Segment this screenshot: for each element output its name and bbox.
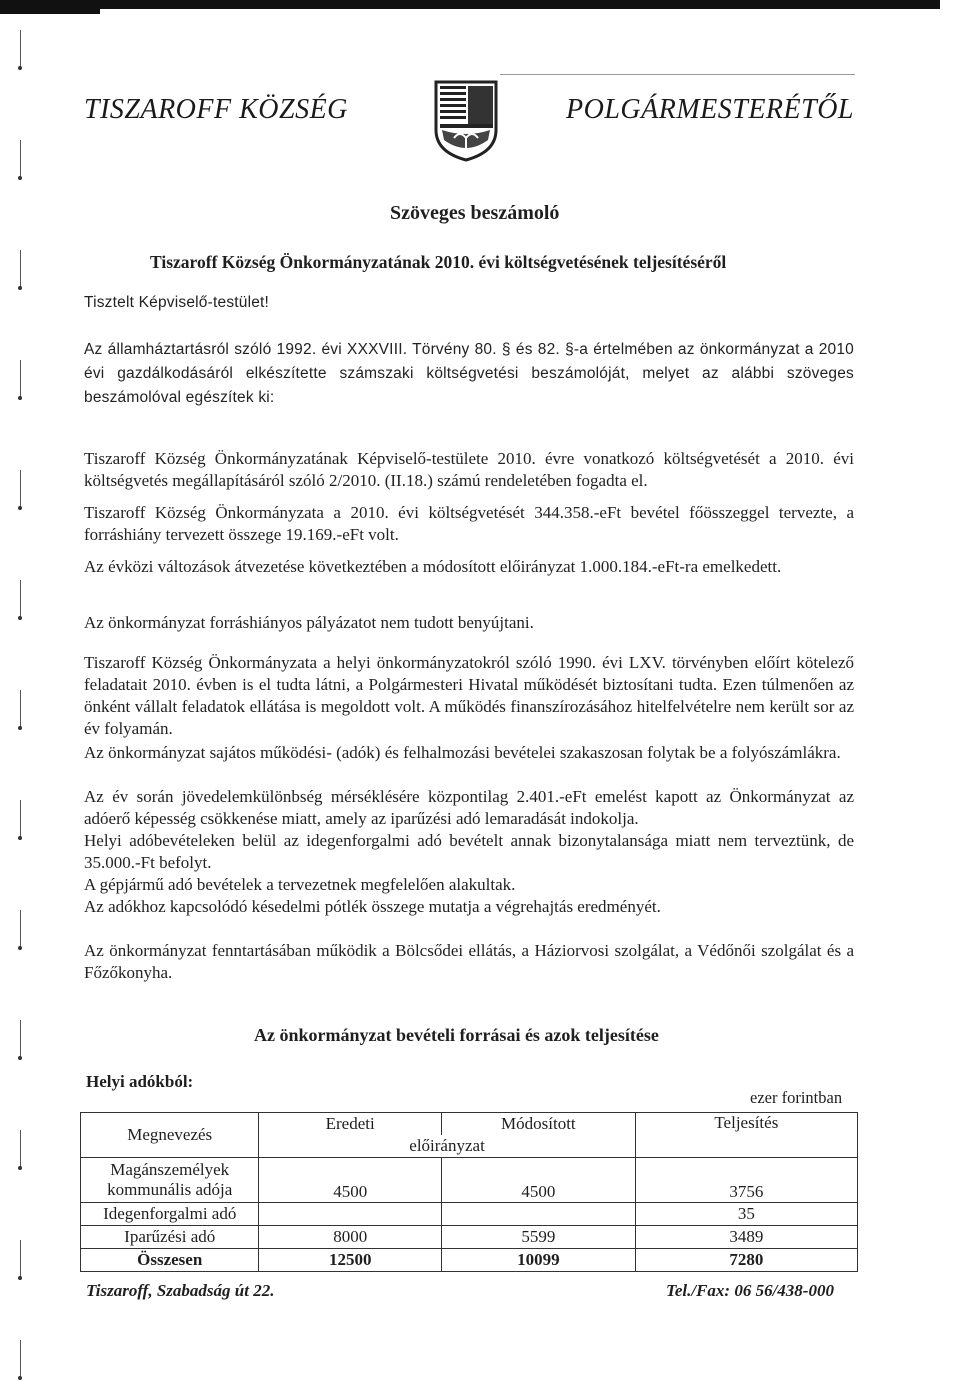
paragraph-revenues: Az önkormányzat sajátos működési- (adók) és felhalmozási bevételei szakaszosan folytak be a folyószámlákra. <box>84 743 841 762</box>
table-row <box>81 1203 858 1226</box>
table-cell: 4500 <box>259 1158 442 1203</box>
table-cell: 4500 <box>441 1158 635 1203</box>
edge-mark <box>6 1130 21 1170</box>
table-cell: 12500 <box>259 1249 442 1272</box>
paragraph-amended-budget: Az évközi változások átvezetése következtében a módosított előirányzat 1.000.184.-eFt-ra emelkedett. <box>84 557 782 576</box>
table-cell <box>441 1203 635 1226</box>
edge-mark <box>6 800 21 840</box>
paragraph-budget-plan: Tiszaroff Község Önkormányzata a 2010. évi költségvetését 344.358.-eFt bevétel főösszeggel tervezte, a forráshiány tervezett összege 19.169.-eFt volt. <box>84 503 854 544</box>
header-cell: Módosított <box>441 1113 635 1136</box>
document-subtitle: Tiszaroff Község Önkormányzatának 2010. évi költségvetésének teljesítéséről <box>150 252 727 272</box>
table-cell: 10099 <box>441 1249 635 1272</box>
table-cell: 35 <box>635 1203 857 1226</box>
paragraph-late-fees: Az adókhoz kapcsolódó késedelmi pótlék összege mutatja a végrehajtás eredményét. <box>84 897 661 916</box>
local-taxes-table <box>80 1112 858 1272</box>
table-cell: 3756 <box>635 1158 857 1203</box>
edge-mark <box>6 30 21 70</box>
edge-mark <box>6 140 21 180</box>
edge-mark <box>6 910 21 950</box>
table-row <box>81 1158 858 1203</box>
edge-mark <box>6 250 21 290</box>
footer-address: Tiszaroff, Szabadság út 22. <box>86 1281 275 1300</box>
salutation: Tisztelt Képviselő-testület! <box>84 294 270 311</box>
table-total-row <box>81 1249 858 1272</box>
header-cell: Eredeti <box>259 1113 442 1136</box>
table-cell: Idegenforgalmi adó <box>81 1203 259 1226</box>
header-cell: Megnevezés <box>81 1113 259 1158</box>
footer-phone: Tel./Fax: 06 56/438-000 <box>666 1281 834 1300</box>
edge-mark <box>6 360 21 400</box>
edge-mark <box>6 1240 21 1280</box>
header-cell: előirányzat <box>259 1135 635 1158</box>
intro-paragraph: Az államháztartásról szóló 1992. évi XXXVIII. Törvény 80. § és 82. §-a értelmében az önkormányzat a 2010 évi gazdálkodásáról elkészítette számszaki költségvetési beszámolóját, melyet az alábbi szöveges beszámolóval egészítek ki: <box>84 341 854 406</box>
table-cell: 5599 <box>441 1226 635 1249</box>
paragraph-tourist-tax: Helyi adóbevételeken belül az idegenforgalmi adó bevételt annak bizonytalansága miatt nem terveztünk, de 35.000.-Ft befolyt. <box>84 831 854 872</box>
table-cell: 7280 <box>635 1249 857 1272</box>
paragraph-vehicle-tax: A gépjármű adó bevételek a tervezetnek megfelelően alakultak. <box>84 875 516 894</box>
local-taxes-label: Helyi adókból: <box>86 1072 194 1091</box>
table-row <box>81 1226 858 1249</box>
paragraph-institutions: Az önkormányzat fenntartásában működik a Bölcsődei ellátás, a Háziorvosi szolgálat, a Védőnői szolgálat és a Főzőkonyha. <box>84 941 854 982</box>
table-cell: 3489 <box>635 1226 857 1249</box>
edge-mark <box>6 470 21 510</box>
section-title: Az önkormányzat bevételi forrásai és azok teljesítése <box>254 1025 659 1045</box>
header-municipality: TISZAROFF KÖZSÉG <box>84 94 348 125</box>
paragraph-tender: Az önkormányzat forráshiányos pályázatot nem tudott benyújtani. <box>84 613 534 632</box>
scan-top-border <box>0 0 940 9</box>
scan-top-corner <box>0 0 100 14</box>
header-rule <box>500 74 855 75</box>
edge-mark <box>6 1340 21 1380</box>
table-cell: 8000 <box>259 1226 442 1249</box>
table-cell: Magánszemélyek kommunális adója <box>81 1158 259 1203</box>
unit-label: ezer forintban <box>750 1088 843 1107</box>
edge-mark <box>6 580 21 620</box>
table-header-row <box>81 1113 858 1136</box>
paragraph-mandatory-tasks: Tiszaroff Község Önkormányzata a helyi önkormányzatokról szóló 1990. évi LXV. törvényben előírt kötelező feladatait 2010. évben is el tudta látni, a Polgármesteri Hivatal működését biztosítani tudta. Ezen túlmenően az önként vállalt feladatok ellátása is megoldott volt. A működés finanszírozásához hitelfelvételre nem került sor az év folyamán. <box>84 653 854 738</box>
table-cell <box>259 1203 442 1226</box>
paragraph-central-support: Az év során jövedelemkülönbség mérséklésére központilag 2.401.-eFt emelést kapott az Önkormányzat az adóerő képesség csökkenése miatt, amely az iparűzési adó lemaradását indokolja. <box>84 787 854 828</box>
header-office: POLGÁRMESTERÉTŐL <box>566 94 854 125</box>
table-cell: Összesen <box>81 1249 259 1272</box>
edge-mark <box>6 1020 21 1060</box>
paragraph-budget-adoption: Tiszaroff Község Önkormányzatának Képviselő-testülete 2010. évre vonatkozó költségvetését a 2010. évi költségvetés megállapításáról szóló 2/2010. (II.18.) számú rendeletében fogadta el. <box>84 449 854 490</box>
table-cell: Iparűzési adó <box>81 1226 259 1249</box>
edge-mark <box>6 690 21 730</box>
binder-edge-marks <box>6 20 26 1390</box>
header-cell: Teljesítés <box>635 1113 857 1158</box>
coat-of-arms-icon <box>432 80 500 162</box>
document-title: Szöveges beszámoló <box>390 202 560 224</box>
